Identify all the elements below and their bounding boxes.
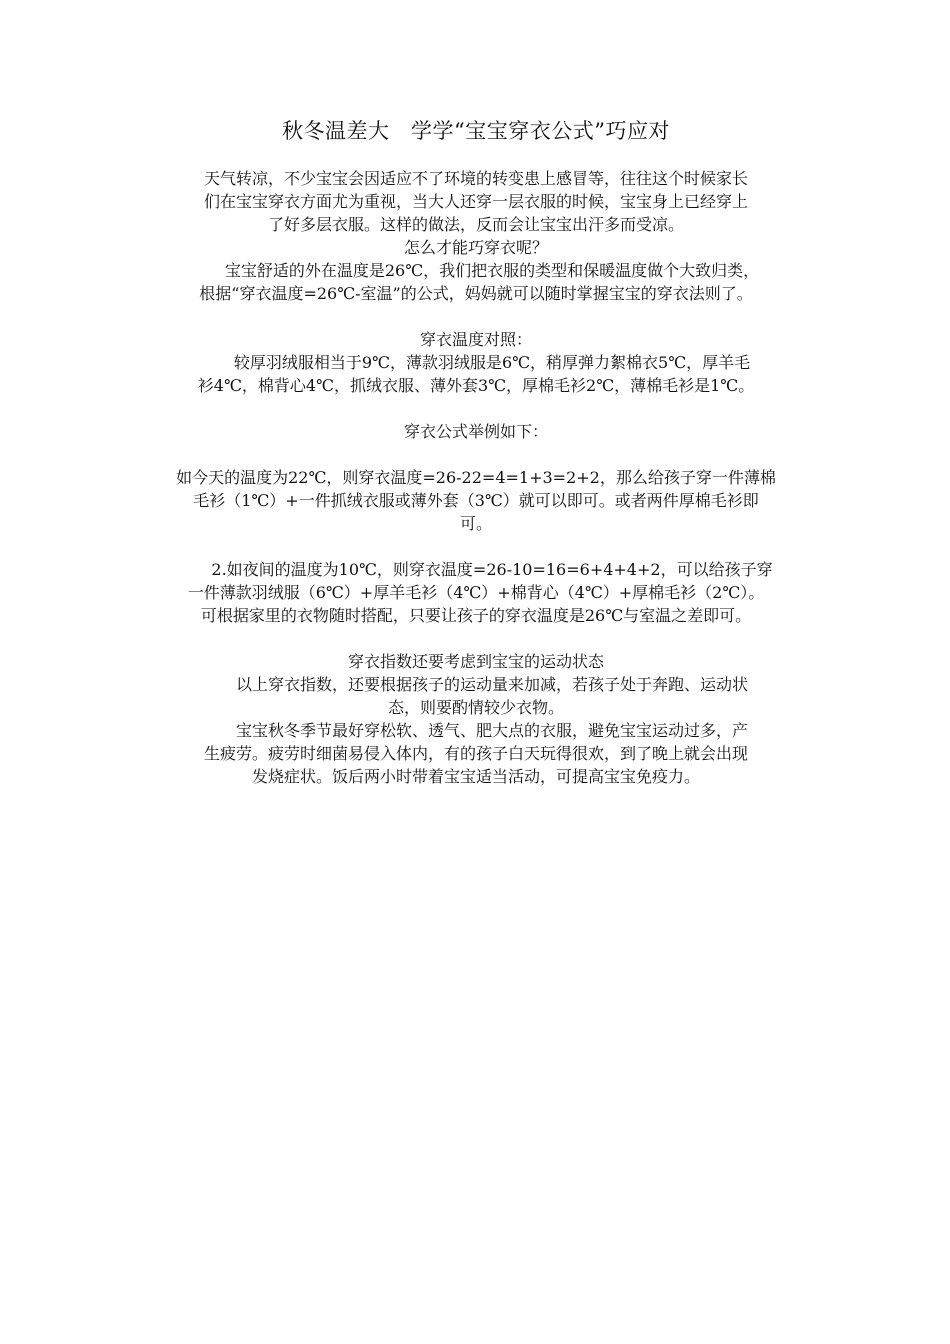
examples-heading: 穿衣公式举例如下： <box>403 422 548 441</box>
activity-heading: 穿衣指数还要考虑到宝宝的运动状态 <box>347 652 604 671</box>
reference-line-1: 较厚羽绒服相当于9℃，薄款羽绒服是6℃，稍厚弹力絮棉衣5℃，厚羊毛 <box>201 353 751 372</box>
reference-heading: 穿衣温度对照： <box>419 330 532 349</box>
spacer <box>148 397 804 420</box>
article-title: 秋冬温差大 学学“宝宝穿衣公式”巧应对 <box>282 119 670 143</box>
reference-line-2: 衫4℃，棉背心4℃，抓绒衣服、薄外套3℃，厚棉毛衫2℃，薄棉毛衫是1℃。 <box>197 376 755 395</box>
advice-line-3: 发烧症状。饭后两小时带着宝宝适当活动，可提高宝宝免疫力。 <box>251 767 700 786</box>
spacer <box>148 627 804 650</box>
document-body <box>148 115 804 788</box>
example-1-line-1: 如今天的温度为22℃，则穿衣温度=26-22=4=1+3=2+2，那么给孩子穿一件薄棉 <box>176 468 776 487</box>
activity-paragraph <box>148 673 804 719</box>
example-2-line-2: 一件薄款羽绒服（6℃）+厚羊毛衫（4℃）+棉背心（4℃）+厚棉毛衫（2℃）。 <box>187 583 765 602</box>
intro-paragraph <box>148 167 804 236</box>
example-2-line-3: 可根据家里的衣物随时搭配，只要让孩子的穿衣温度是26℃与室温之差即可。 <box>200 606 752 625</box>
intro-line-3: 了好多层衣服。这样的做法，反而会让宝宝出汗多而受凉。 <box>267 215 684 234</box>
question-heading: 怎么才能巧穿衣呢？ <box>403 238 548 257</box>
example-1-line-2: 毛衫（1℃）+一件抓绒衣服或薄外套（3℃）就可以即可。或者两件厚棉毛衫即 <box>193 491 759 510</box>
activity-line-2: 态，则要酌情较少衣物。 <box>387 698 564 717</box>
example-1-paragraph <box>148 466 804 535</box>
reference-paragraph <box>148 351 804 397</box>
advice-line-2: 生疲劳。疲劳时细菌易侵入体内，有的孩子白天玩得很欢，到了晚上就会出现 <box>203 744 748 763</box>
spacer <box>148 443 804 466</box>
spacer <box>148 305 804 328</box>
intro-line-2: 们在宝宝穿衣方面尤为重视，当大人还穿一层衣服的时候，宝宝身上已经穿上 <box>203 192 748 211</box>
principle-line-2: 根据“穿衣温度=26℃-室温”的公式，妈妈就可以随时掌握宝宝的穿衣法则了。 <box>199 284 753 303</box>
example-2-line-1: 2.如夜间的温度为10℃，则穿衣温度=26-10=16=6+4+4+2，可以给孩子穿 <box>179 560 773 579</box>
advice-paragraph <box>148 719 804 788</box>
principle-paragraph <box>148 259 804 305</box>
spacer <box>148 535 804 558</box>
activity-line-1: 以上穿衣指数，还要根据孩子的运动量来加减，若孩子处于奔跑、运动状 <box>203 675 748 694</box>
advice-line-1: 宝宝秋冬季节最好穿松软、透气、肥大点的衣服，避免宝宝运动过多，产 <box>203 721 748 740</box>
example-1-line-3: 可。 <box>459 514 492 533</box>
intro-line-1: 天气转凉，不少宝宝会因适应不了环境的转变患上感冒等，往往这个时候家长 <box>203 169 748 188</box>
principle-line-1: 宝宝舒适的外在温度是26℃，我们把衣服的类型和保暖温度做个大致归类， <box>192 261 760 280</box>
example-2-paragraph <box>148 558 804 627</box>
